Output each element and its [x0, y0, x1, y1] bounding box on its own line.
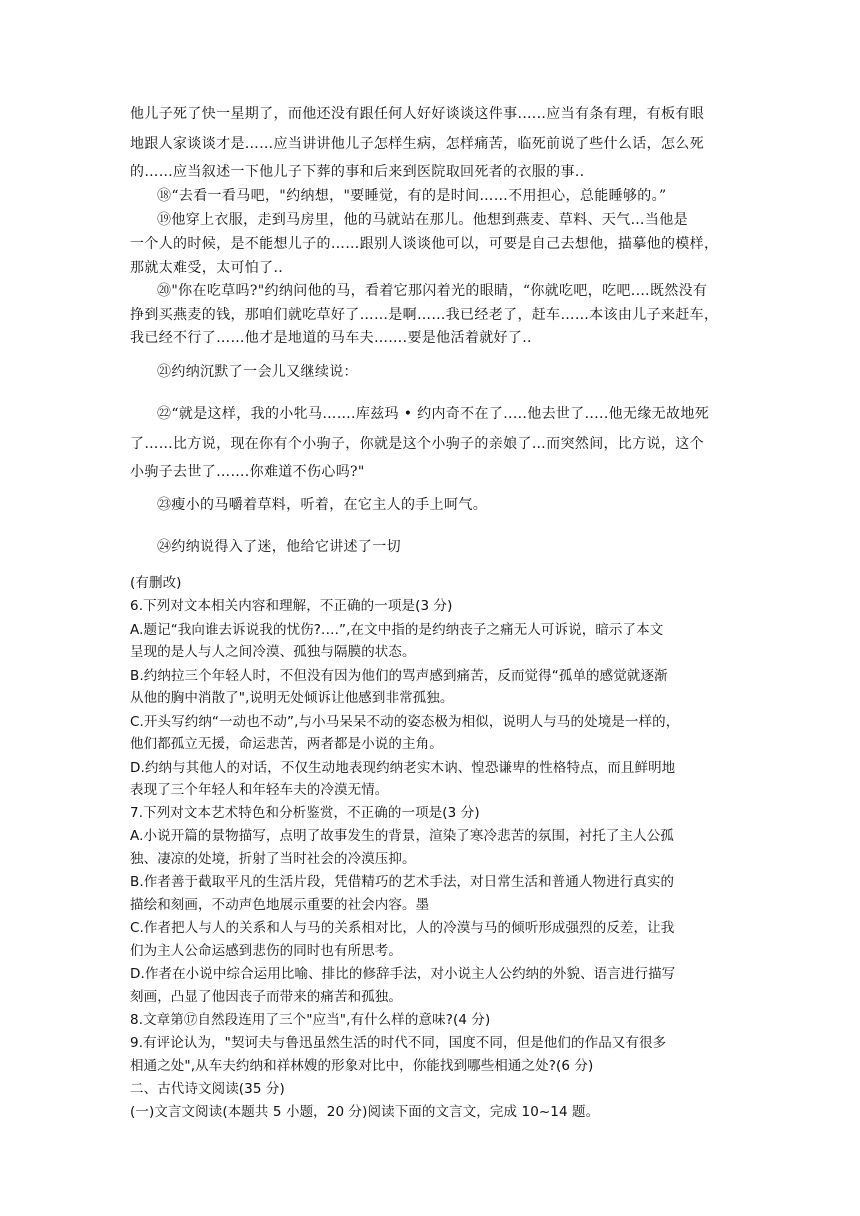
story-line: ㉑约纳沉默了一会儿又继续说：: [157, 364, 358, 380]
story-line: 我已经不行了……他才是地道的马车夫…….要是他活着就好了..: [130, 330, 532, 346]
question-option: B.作者善于截取平凡的生活片段，凭借精巧的艺术手法，对日常生活和普通人物进行真实的: [130, 874, 675, 890]
question-option: 呈现的是人与人之间冷漠、孤独与隔膜的状态。: [130, 644, 416, 660]
question-option: A.题记“我向谁去诉说我的忧伤?.…”,在文中指的是约纳丧子之痛无人可诉说，暗示了本文: [130, 622, 664, 638]
question-8-stem: 8.文章第⑰自然段连用了三个"应当",有什么样的意味?(4 分): [130, 1012, 491, 1028]
question-6-stem: 6.下列对文本相关内容和理解，不正确的一项是(3 分): [130, 598, 453, 614]
story-line: 挣到买燕麦的钱，那咱们就吃草好了……是啊……我已经老了，赶车……本该由儿子来赶车，: [130, 307, 719, 323]
question-option: 刻画，凸显了他因丧子而带来的痛苦和孤独。: [130, 989, 402, 1005]
question-option: B.约纳拉三个年轻人时，不但没有因为他们的骂声感到痛苦，反而觉得“孤单的感觉就逐渐: [130, 668, 668, 684]
story-line: ㉒“就是这样，我的小牝马…….库兹玛 • 约内奇不在了.....他去世了.....他无缘无故地死: [157, 406, 710, 422]
story-line: 小驹子去世了…….你难道不伤心吗?": [130, 464, 365, 480]
question-9-stem-cont: 相通之处",从车夫约纳和祥林嫂的形象对比中，你能找到哪些相通之处?(6 分): [130, 1058, 594, 1074]
story-line: 他儿子死了快一星期了，而他还没有跟任何人好好谈谈这件事.…‥应当有条有理，有板有眼: [130, 106, 705, 122]
question-option: 他们都孤立无援，命运悲苦，两者都是小说的主角。: [130, 736, 443, 752]
story-line: ⑳"你在吃草吗?"约纳问他的马，看着它那闪着光的眼睛，“你就吃吧，吃吧.…既然没有: [157, 283, 708, 299]
question-option: A.小说开篇的景物描写，点明了故事发生的背景，渲染了寒冷悲苦的氛围，衬托了主人公孤: [130, 828, 674, 844]
edit-note: (有删改): [130, 575, 182, 591]
question-7-stem: 7.下列对文本艺术特色和分析鉴赏，不正确的一项是(3 分): [130, 805, 480, 821]
question-option: 表现了三个年轻人和年轻车夫的冷漠无情。: [130, 782, 389, 798]
story-line: 了……比方说，现在你有个小驹子，你就是这个小驹子的亲娘了…而突然间，比方说，这个: [130, 436, 704, 452]
question-option: 独、凄凉的处境，折射了当时社会的冷漠压抑。: [130, 851, 416, 867]
question-option: D.约纳与其他人的对话，不仅生动地表现约纳老实木讷、惶恐谦卑的性格特点，而且鲜明地: [130, 760, 676, 776]
story-line: 地跟人家谈谈才是……应当讲讲他儿子怎样生病，怎样痛苦，临死前说了些什么话，怎么死: [130, 136, 704, 152]
question-option: 从他的胸中消散了",说明无处倾诉让他感到非常孤独。: [130, 690, 454, 706]
story-line: 那就太难受，太可怕了..: [130, 260, 284, 276]
question-option: 们为主人公命运感到悲伤的同时也有所思考。: [130, 943, 402, 959]
story-line: 的……应当叙述一下他儿子下葬的事和后来到医院取回死者的衣服的事..: [130, 164, 585, 180]
question-option: C.开头写约纳“一动也不动”,与小马呆呆不动的姿态极为相似，说明人与马的处境是一样的，: [130, 714, 680, 730]
question-option: D.作者在小说中综合运用比喻、排比的修辞手法，对小说主人公约纳的外貌、语言进行描写: [130, 966, 676, 982]
question-option: 描绘和刻画，不动声色地展示重要的社会内容。墨: [130, 897, 430, 913]
question-9-stem: 9.有评论认为，"契诃夫与鲁迅虽然生活的时代不同，国度不同，但是他们的作品又有很多: [130, 1035, 667, 1051]
subsection-heading: (一)文言文阅读(本题共 5 小题，20 分)阅读下面的文言文，完成 10~14 题。: [130, 1104, 600, 1120]
story-line: ⑲他穿上衣服，走到马房里，他的马就站在那儿。他想到燕麦、草料、天气…当他是: [157, 212, 688, 228]
question-option: C.作者把人与人的关系和人与马的关系相对比，人的冷漠与马的倾听形成强烈的反差，让我: [130, 920, 675, 936]
section-heading: 二、古代诗文阅读(35 分): [130, 1081, 285, 1097]
story-line: ㉔约纳说得入了迷，他给它讲述了一切: [157, 539, 401, 555]
story-line: ⑱“去看一看马吧，"约纳想，"要睡觉，有的是时间……不用担心，总能睡够的。”: [157, 188, 667, 204]
story-line: ㉓瘦小的马嚼着草料，听着，在它主人的手上呵气。: [157, 497, 488, 513]
story-line: 一个人的时候，是不能想儿子的……跟别人谈谈他可以，可要是自己去想他，描摹他的模样，: [130, 236, 719, 252]
